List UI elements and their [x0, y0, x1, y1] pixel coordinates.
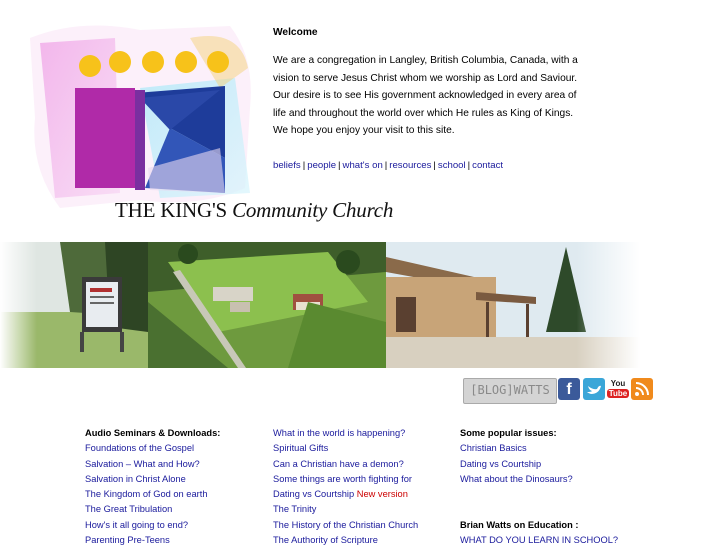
facebook-glyph: f [566, 381, 572, 398]
link-dinosaurs[interactable]: What about the Dinosaurs? [460, 473, 573, 484]
link-trinity[interactable]: The Trinity [273, 504, 317, 515]
audio-seminars-column [85, 426, 220, 548]
link-christian-basics[interactable]: Christian Basics [460, 443, 527, 454]
blog-watts-button[interactable] [463, 378, 557, 404]
link-what-in-the-world[interactable]: What in the world is happening? [273, 428, 406, 438]
link-parenting-pre-teens[interactable]: Parenting Pre-Teens [85, 535, 170, 546]
welcome-title: Welcome [273, 27, 318, 38]
blog-label: [BLOG]WATTS [470, 383, 550, 397]
nav-resources[interactable]: resources [389, 160, 432, 171]
link-authority-of-scripture[interactable]: The Authority of Scripture [273, 535, 378, 546]
church-name-prefix: THE KING'S [115, 198, 233, 222]
popular-issues-column [460, 426, 618, 549]
link-new-version[interactable]: New version [356, 489, 408, 500]
welcome-line: life and throughout the world over which He rules as King of Kings. [273, 107, 574, 119]
audio-seminars-heading: Audio Seminars & Downloads: [85, 428, 221, 438]
welcome-line: We are a congregation in Langley, British Columbia, Canada, with a [273, 55, 578, 66]
photo-church-building [386, 242, 640, 368]
nav-school[interactable]: school [437, 160, 466, 171]
link-spiritual-gifts[interactable]: Spiritual Gifts [273, 443, 329, 454]
nav-separator: | [433, 160, 436, 171]
church-name [115, 198, 393, 223]
welcome-line: Our desire is to see His government acknowledged in every area of [273, 90, 577, 102]
welcome-text [273, 52, 603, 140]
welcome-line: vision to serve Jesus Christ whom we worship as Lord and Saviour. [273, 72, 578, 84]
link-kingdom-of-god[interactable]: The Kingdom of God on earth [85, 489, 208, 500]
nav-separator: | [384, 160, 388, 171]
nav-beliefs[interactable]: beliefs [273, 160, 301, 171]
link-salvation-christ-alone[interactable]: Salvation in Christ Alone [85, 473, 186, 484]
link-how-will-it-end[interactable]: How's it all going to end? [85, 519, 189, 530]
seminars-column-2 [273, 426, 418, 548]
popular-issues-heading: Some popular issues: [460, 428, 557, 438]
church-logo [20, 18, 270, 223]
rss-icon[interactable] [631, 378, 653, 400]
facebook-icon[interactable] [558, 378, 580, 400]
twitter-icon[interactable] [583, 378, 605, 400]
link-what-do-you-learn[interactable]: WHAT DO YOU LEARN IN SCHOOL? [460, 535, 619, 546]
photo-school-sign [0, 242, 148, 368]
welcome-line: We hope you enjoy your visit to this site. [273, 125, 455, 137]
link-history-christian-church[interactable]: The History of the Christian Church [273, 519, 419, 530]
nav-whats-on[interactable]: what's on [342, 160, 383, 171]
photo-banner [0, 242, 640, 368]
link-great-tribulation[interactable]: The Great Tribulation [85, 504, 173, 515]
link-worth-fighting-for[interactable]: Some things are worth fighting for [273, 473, 413, 484]
nav-separator: | [338, 160, 341, 171]
link-christian-demon[interactable]: Can a Christian have a demon? [273, 458, 404, 469]
link-foundations-of-gospel[interactable]: Foundations of the Gospel [85, 443, 195, 454]
church-name-suffix: Community Church [232, 198, 394, 222]
social-links [463, 378, 653, 402]
youtube-icon[interactable] [607, 378, 629, 400]
youtube-tube: Tube [608, 389, 628, 398]
nav-separator: | [467, 160, 471, 171]
education-heading: Brian Watts on Education : [460, 520, 579, 531]
main-nav [273, 160, 503, 171]
youtube-you: You [610, 379, 626, 388]
nav-people[interactable]: people [307, 160, 337, 171]
photo-aerial-campus [148, 242, 386, 368]
welcome-section [273, 26, 603, 140]
nav-separator: | [302, 160, 306, 171]
link-salvation-what-how[interactable]: Salvation – What and How? [85, 458, 200, 469]
link-dating-vs-courtship[interactable]: Dating vs Courtship [273, 489, 355, 500]
nav-contact[interactable]: contact [472, 160, 504, 171]
link-dating-courtship-issue[interactable]: Dating vs Courtship [460, 458, 542, 469]
